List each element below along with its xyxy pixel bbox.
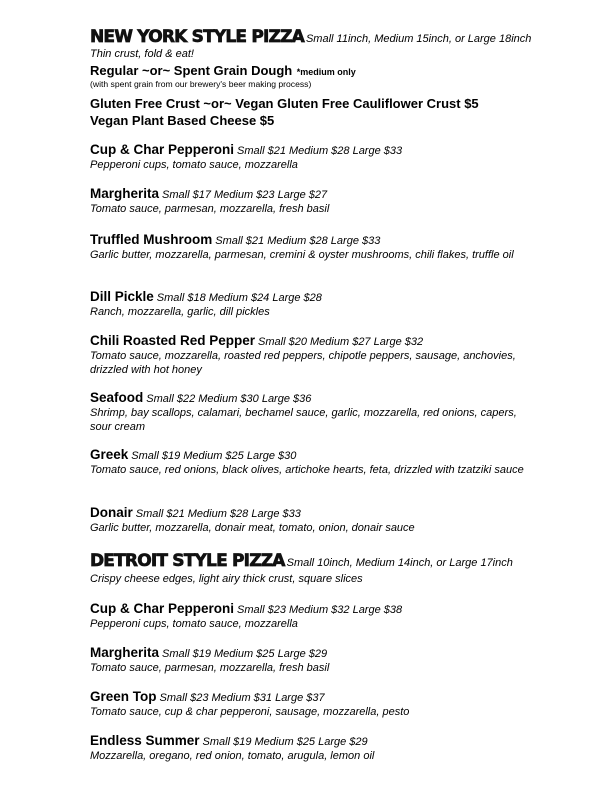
item-description: Mozzarella, oregano, red onion, tomato, arugula, lemon oil [90, 750, 375, 762]
item-name: Cup & Char Pepperoni [90, 601, 235, 616]
item-name: Cup & Char Pepperoni [90, 142, 235, 157]
item-prices: Small $20 Medium $27 Large $32 [258, 336, 424, 348]
ny-section-title: NEW YORK STYLE PIZZA [90, 27, 304, 47]
item-prices: Small $23 Medium $31 Large $37 [159, 692, 325, 704]
item-name: Greek [90, 447, 129, 462]
menu-item [90, 288, 530, 320]
menu-item [90, 600, 530, 632]
item-prices: Small $21 Medium $28 Large $33 [135, 508, 301, 520]
menu-item [90, 231, 530, 263]
item-prices: Small $22 Medium $30 Large $36 [146, 393, 312, 405]
item-name: Seafood [90, 390, 144, 405]
item-name: Endless Summer [90, 733, 200, 748]
item-prices: Small $23 Medium $32 Large $38 [237, 604, 403, 616]
ny-crust-option: Gluten Free Crust ~or~ Vegan Gluten Free Cauliflower Crust $5 [90, 96, 479, 111]
menu-item [90, 446, 530, 478]
ny-dough-note: *medium only [296, 67, 356, 77]
ny-dough-line [90, 62, 356, 80]
item-prices: Small $21 Medium $28 Large $33 [237, 145, 403, 157]
item-description: Tomato sauce, parmesan, mozzarella, fresh basil [90, 203, 330, 215]
item-name: Green Top [90, 689, 157, 704]
ny-tagline: Thin crust, fold & eat! [90, 48, 194, 60]
item-name: Truffled Mushroom [90, 232, 213, 247]
menu-item [90, 389, 530, 434]
menu-item [90, 644, 530, 676]
item-description: Tomato sauce, cup & char pepperoni, sausage, mozzarella, pesto [90, 706, 410, 718]
item-description: Pepperoni cups, tomato sauce, mozzarella [90, 618, 298, 630]
item-name: Chili Roasted Red Pepper [90, 333, 256, 348]
ny-header [90, 27, 531, 47]
menu-item [90, 141, 530, 173]
item-description: Garlic butter, mozzarella, donair meat, tomato, onion, donair sauce [90, 522, 415, 534]
item-description: Tomato sauce, parmesan, mozzarella, fresh basil [90, 662, 330, 674]
item-prices: Small $19 Medium $25 Large $29 [162, 648, 328, 660]
menu-item [90, 688, 530, 720]
ny-size-info: Small 11inch, Medium 15inch, or Large 18inch [305, 33, 532, 45]
menu-item [90, 332, 530, 377]
ny-dough-options: Regular ~or~ Spent Grain Dough [90, 63, 293, 78]
item-name: Margherita [90, 186, 160, 201]
item-prices: Small $21 Medium $28 Large $33 [215, 235, 381, 247]
item-description: Tomato sauce, mozzarella, roasted red peppers, chipotle peppers, sausage, anchovies, drizzled with hot honey [90, 350, 516, 376]
item-description: Shrimp, bay scallops, calamari, bechamel sauce, garlic, mozzarella, red onions, capers, sour cream [90, 407, 517, 433]
item-name: Dill Pickle [90, 289, 154, 304]
item-prices: Small $17 Medium $23 Large $27 [162, 189, 328, 201]
ny-dough-subnote: (with spent grain from our brewery's beer making process) [90, 79, 312, 89]
ny-cheese-option: Vegan Plant Based Cheese $5 [90, 113, 275, 128]
item-description: Pepperoni cups, tomato sauce, mozzarella [90, 159, 298, 171]
item-description: Tomato sauce, red onions, black olives, artichoke hearts, feta, drizzled with tzatziki sauce [90, 464, 524, 476]
item-description: Ranch, mozzarella, garlic, dill pickles [90, 306, 270, 318]
item-name: Margherita [90, 645, 160, 660]
detroit-tagline: Crispy cheese edges, light airy thick crust, square slices [90, 573, 363, 585]
item-prices: Small $19 Medium $25 Large $30 [131, 450, 297, 462]
item-prices: Small $18 Medium $24 Large $28 [156, 292, 322, 304]
menu-item [90, 185, 530, 217]
item-prices: Small $19 Medium $25 Large $29 [202, 736, 368, 748]
item-name: Donair [90, 505, 133, 520]
item-description: Garlic butter, mozzarella, parmesan, cremini & oyster mushrooms, chili flakes, truffle oil [90, 249, 514, 261]
detroit-header [90, 551, 513, 571]
detroit-size-info: Small 10inch, Medium 14inch, or Large 17inch [286, 557, 513, 569]
menu-item [90, 504, 530, 536]
detroit-section-title: DETROIT STYLE PIZZA [90, 551, 285, 571]
menu-item [90, 732, 530, 764]
